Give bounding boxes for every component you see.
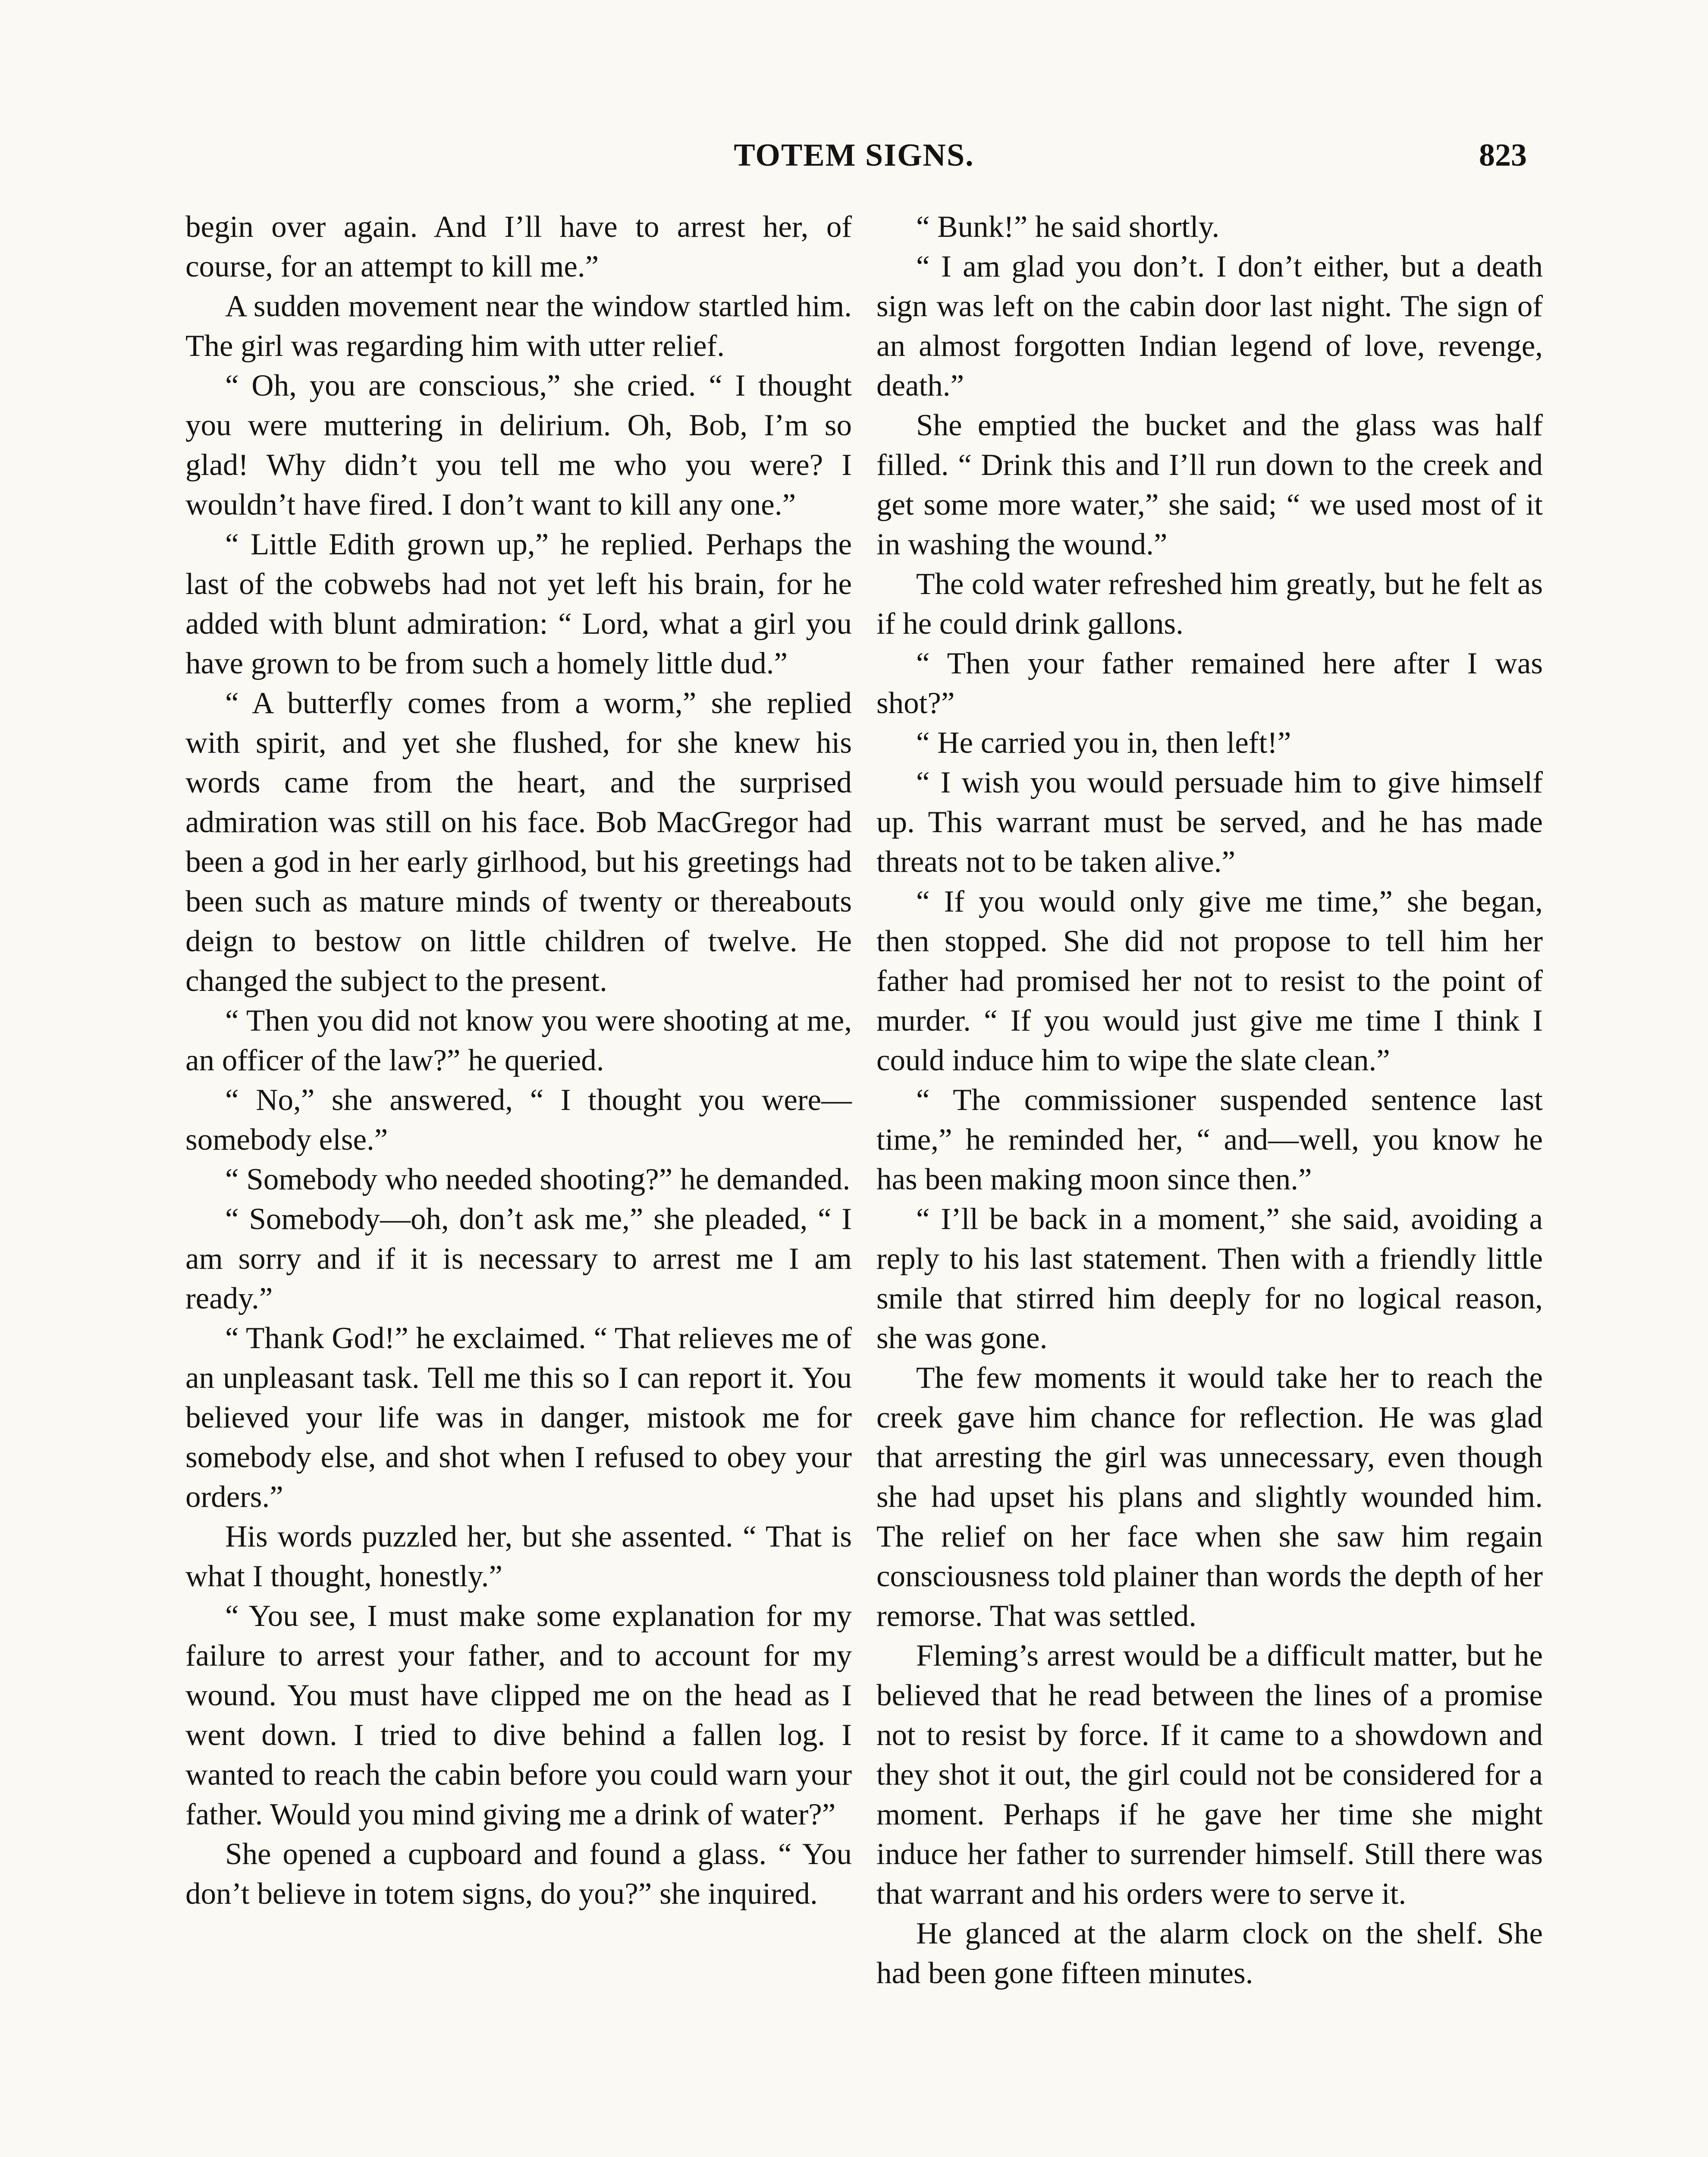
paragraph: The few moments it would take her to reach the creek gave him chance for reflection. He was glad that arresting the girl was unnecessary, even though she had upset his plans and slightly wounded him. The relief on her face when she saw him regain consciousness told plainer than words the depth of her remorse. That was settled. [876, 1361, 1543, 1633]
paragraph: “ If you would only give me time,” she began, then stopped. She did not propose to tell him her father had promised her not to resist to the point of murder. “ If you would just give me time I think I could induce him to wipe the slate clean.” [876, 885, 1543, 1077]
paragraph: “ A butterfly comes from a worm,” she replied with spirit, and yet she flushed, for she knew his words came from the heart, and the surprised admiration was still on his face. Bob MacGregor had been a god in her early girlhood, but his greetings had been such as mature minds of twenty or thereabouts deign to bestow on little children of twelve. He changed the subject to the present. [185, 686, 852, 998]
left-column [185, 207, 852, 1914]
right-column [876, 207, 1543, 1993]
paragraph: “ Oh, you are conscious,” she cried. “ I thought you were muttering in delirium. Oh, Bob, I’m so glad! Why didn’t you tell me who you were? I wouldn’t have fired. I don’t want to kill any one.” [185, 369, 852, 522]
paragraph: Fleming’s arrest would be a difficult matter, but he believed that he read between the lines of a promise not to resist by force. If it came to a showdown and they shot it out, the girl could not be considered for a moment. Perhaps if he gave her time she might induce her father to surrender himself. Still there was that warrant and his orders were to serve it. [876, 1639, 1543, 1911]
paragraph: He glanced at the alarm clock on the shelf. She had been gone fifteen minutes. [876, 1917, 1543, 1990]
paragraph: “ Bunk!” he said shortly. [916, 210, 1220, 244]
running-title: TOTEM SIGNS. [734, 138, 974, 173]
paragraph: begin over again. And I’ll have to arrest her, of course, for an attempt to kill me.” [185, 210, 852, 283]
paragraph: “ Somebody who needed shooting?” he demanded. [225, 1163, 851, 1196]
paragraph: His words puzzled her, but she assented. “ That is what I thought, honestly.” [185, 1520, 852, 1593]
paragraph: “ The commissioner suspended sentence last time,” he reminded her, “ and—well, you know he has been making moon since then.” [876, 1083, 1543, 1196]
paragraph: She emptied the bucket and the glass was half filled. “ Drink this and I’ll run down to the creek and get some more water,” she said; “ we used most of it in washing the wound.” [876, 409, 1543, 561]
paragraph: “ Little Edith grown up,” he replied. Perhaps the last of the cobwebs had not yet left his brain, for he added with blunt admiration: “ Lord, what a girl you have grown to be from such a homely little dud.” [185, 528, 852, 680]
paragraph: She opened a cupboard and found a glass. “ You don’t believe in totem signs, do you?” she inquired. [185, 1837, 852, 1911]
paragraph: “ Somebody—oh, don’t ask me,” she pleaded, “ I am sorry and if it is necessary to arrest me I am ready.” [185, 1202, 852, 1315]
paragraph: The cold water refreshed him greatly, but he felt as if he could drink gallons. [876, 567, 1543, 641]
page-header [181, 137, 1527, 180]
paragraph: “ He carried you in, then left!” [916, 726, 1291, 760]
paragraph: “ I wish you would persuade him to give himself up. This warrant must be served, and he has made threats not to be taken alive.” [876, 766, 1543, 879]
paragraph: “ No,” she answered, “ I thought you were—somebody else.” [185, 1083, 852, 1157]
paragraph: “ Thank God!” he exclaimed. “ That relieves me of an unpleasant task. Tell me this so I can report it. You believed your life was in danger, mistook me for somebody else, and shot when I refused to obey your orders.” [185, 1321, 852, 1514]
page-number: 823 [1479, 138, 1527, 173]
paragraph: “ You see, I must make some explanation for my failure to arrest your father, and to account for my wound. You must have clipped me on the head as I went down. I tried to dive behind a fallen log. I wanted to reach the cabin before you could warn your father. Would you mind giving me a drink of water?” [185, 1599, 852, 1831]
paragraph: A sudden movement near the window startled him. The girl was regarding him with utter relief. [185, 289, 852, 363]
paragraph: “ I’ll be back in a moment,” she said, avoiding a reply to his last statement. Then with a friendly little smile that stirred him deeply for no logical reason, she was gone. [876, 1202, 1543, 1355]
paragraph: “ Then your father remained here after I was shot?” [876, 647, 1543, 720]
paragraph: “ Then you did not know you were shooting at me, an officer of the law?” he queried. [185, 1004, 852, 1077]
paragraph: “ I am glad you don’t. I don’t either, but a death sign was left on the cabin door last night. The sign of an almost forgotten Indian legend of love, revenge, death.” [876, 250, 1543, 402]
